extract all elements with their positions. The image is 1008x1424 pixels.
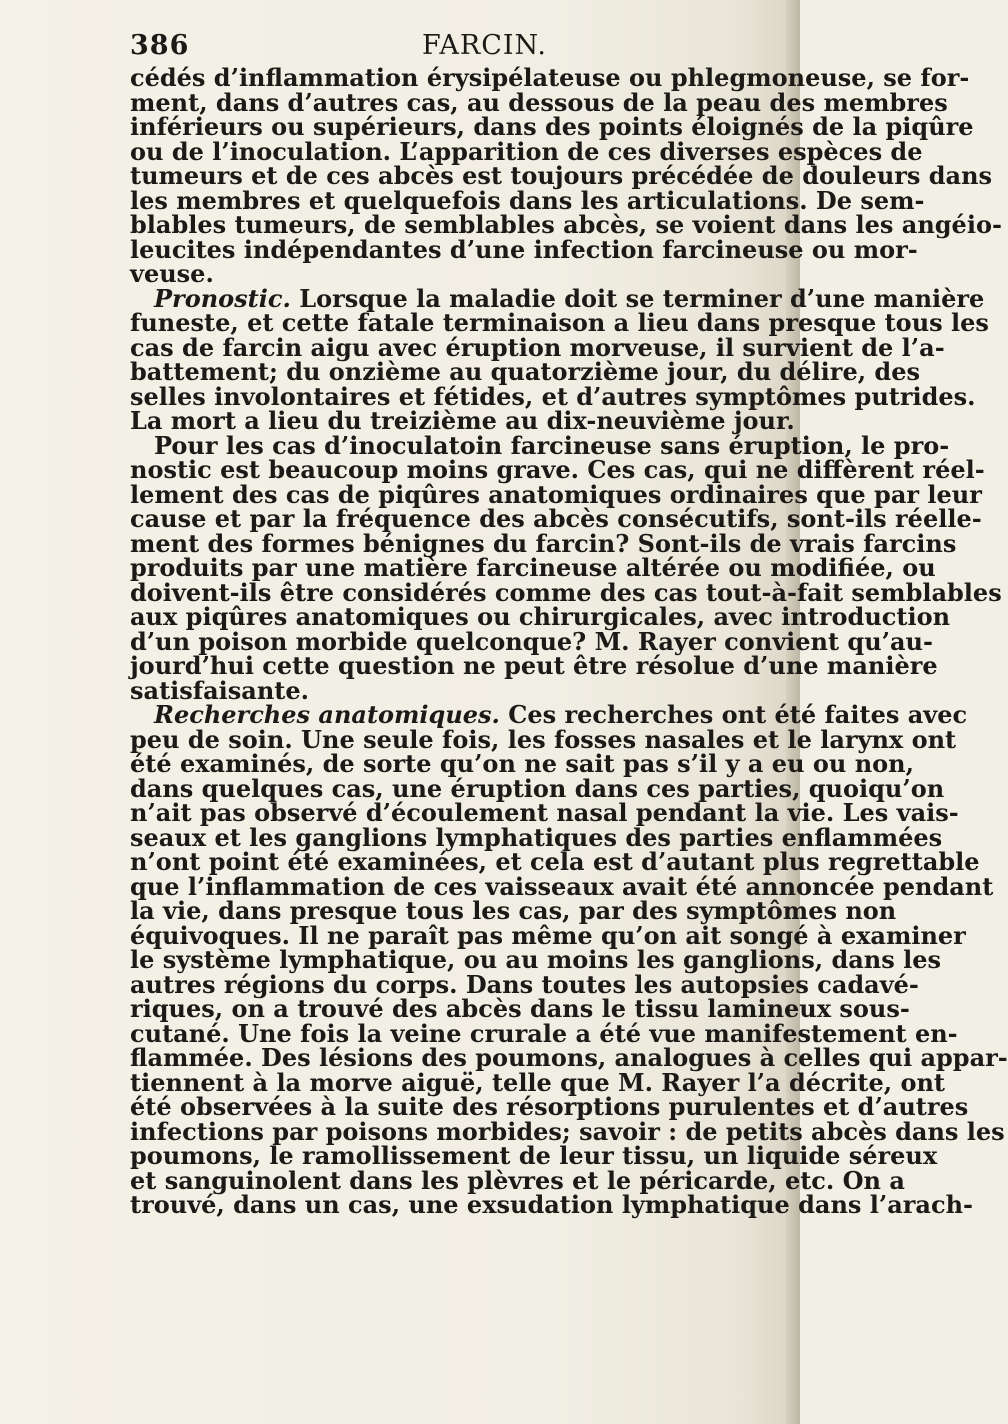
line-text: aux piqûres anatomiques ou chirurgicales, avec introduction — [130, 602, 951, 631]
line-text: Lorsque la maladie doit se terminer d’une manière — [290, 283, 985, 313]
line-text: ment, dans d’autres cas, au dessous de la peau des membres — [130, 87, 948, 117]
line-text: infections par poisons morbides; savoir : de petits abcès dans les — [130, 1116, 1005, 1146]
line-text: dans quelques cas, une éruption dans ces parties, quoiqu’on — [130, 773, 945, 803]
line-text: été examinés, de sorte qu’on ne sait pas s’il y a eu ou non, — [130, 749, 914, 778]
line-text: veuse. — [130, 259, 214, 288]
line-text: trouvé, dans un cas, une exsudation lymphatique dans l’arach- — [130, 1190, 973, 1219]
body-text — [130, 63, 1008, 1219]
line-text: selles involontaires et fétides, et d’autres symptômes putrides. — [130, 381, 976, 411]
running-title: FARCIN. — [422, 30, 548, 61]
section-heading: Pronostic. — [154, 283, 291, 313]
line-text: et sanguinolent dans les plèvres et le péricarde, etc. On a — [130, 1165, 905, 1195]
line-text: jourd’hui cette question ne peut être résolue d’une manière — [130, 651, 938, 680]
line-text: Pour les cas d’inoculatoin farcineuse sans éruption, le pro- — [154, 430, 950, 460]
line-text: inférieurs ou supérieurs, dans des points éloignés de la piqûre — [130, 112, 974, 141]
line-text: doivent-ils être considérés comme des cas tout-à-fait semblables — [130, 577, 1002, 607]
text-line — [130, 1190, 973, 1219]
line-text: lement des cas de piqûres anatomiques ordinaires que par leur — [130, 479, 982, 509]
line-text: été observées à la suite des résorptions purulentes et d’autres — [130, 1092, 969, 1121]
line-text: leucites indépendantes d’une infection farcineuse ou mor- — [130, 234, 918, 264]
line-text: peu de soin. Une seule fois, les fosses nasales et le larynx ont — [130, 724, 957, 754]
line-text: que l’inflammation de ces vaisseaux avait été annoncée pendant — [130, 871, 994, 901]
line-text: produits par une matière farcineuse altérée ou modifiée, ou — [130, 553, 936, 582]
line-text: poumons, le ramollissement de leur tissu, un liquide séreux — [130, 1141, 938, 1170]
line-text: blables tumeurs, de semblables abcès, se voient dans les angéio- — [130, 210, 1002, 239]
line-text: n’ont point été examinées, et cela est d’autant plus regrettable — [130, 847, 980, 876]
line-text: ou de l’inoculation. L’apparition de ces diverses espèces de — [130, 136, 923, 166]
line-text: les membres et quelquefois dans les articulations. De sem- — [130, 185, 925, 215]
line-text: cause et par la fréquence des abcès consécutifs, sont-ils réelle- — [130, 504, 982, 533]
page-number: 386 — [130, 30, 190, 61]
line-text: nostic est beaucoup moins grave. Ces cas, qui ne diffèrent réel- — [130, 455, 985, 484]
line-text: seaux et les ganglions lymphatiques des parties enflammées — [130, 822, 943, 852]
line-text: battement; du onzième au quatorzième jour, du délire, des — [130, 357, 920, 386]
page-header — [130, 30, 770, 66]
line-text: riques, on a trouvé des abcès dans le tissu lamineux sous- — [130, 994, 910, 1023]
section-heading: Recherches anatomiques. — [154, 700, 500, 729]
line-text: n’ait pas observé d’écoulement nasal pendant la vie. Les vais- — [130, 798, 959, 827]
line-text: tumeurs et de ces abcès est toujours précédée de douleurs dans — [130, 161, 993, 190]
line-text: satisfaisante. — [130, 675, 309, 705]
line-text: tiennent à la morve aiguë, telle que M. Rayer l’a décrite, ont — [130, 1067, 945, 1097]
line-text: cutané. Une fois la veine crurale a été vue manifestement en- — [130, 1018, 958, 1048]
line-text: la vie, dans presque tous les cas, par des symptômes non — [130, 896, 897, 925]
line-text: le système lymphatique, ou au moins les ganglions, dans les — [130, 945, 942, 974]
line-text: La mort a lieu du treizième au dix-neuvième jour. — [130, 406, 795, 435]
line-text: cas de farcin aigu avec éruption morveuse, il survient de l’a- — [130, 332, 945, 362]
line-text: cédés d’inflammation érysipélateuse ou phlegmoneuse, se for- — [130, 63, 970, 92]
line-text: d’un poison morbide quelconque? M. Rayer convient qu’au- — [130, 626, 933, 656]
line-text: ment des formes bénignes du farcin? Sont-ils de vrais farcins — [130, 528, 957, 558]
line-text: flammée. Des lésions des poumons, analogues à celles qui appar- — [130, 1043, 1008, 1072]
text-line — [130, 234, 918, 264]
line-text: autres régions du corps. Dans toutes les autopsies cadavé- — [130, 969, 919, 999]
line-text: funeste, et cette fatale terminaison a lieu dans presque tous les — [130, 308, 989, 337]
line-text: Ces recherches ont été faites avec — [499, 700, 968, 729]
line-text: équivoques. Il ne paraît pas même qu’on ait songé à examiner — [130, 920, 966, 950]
